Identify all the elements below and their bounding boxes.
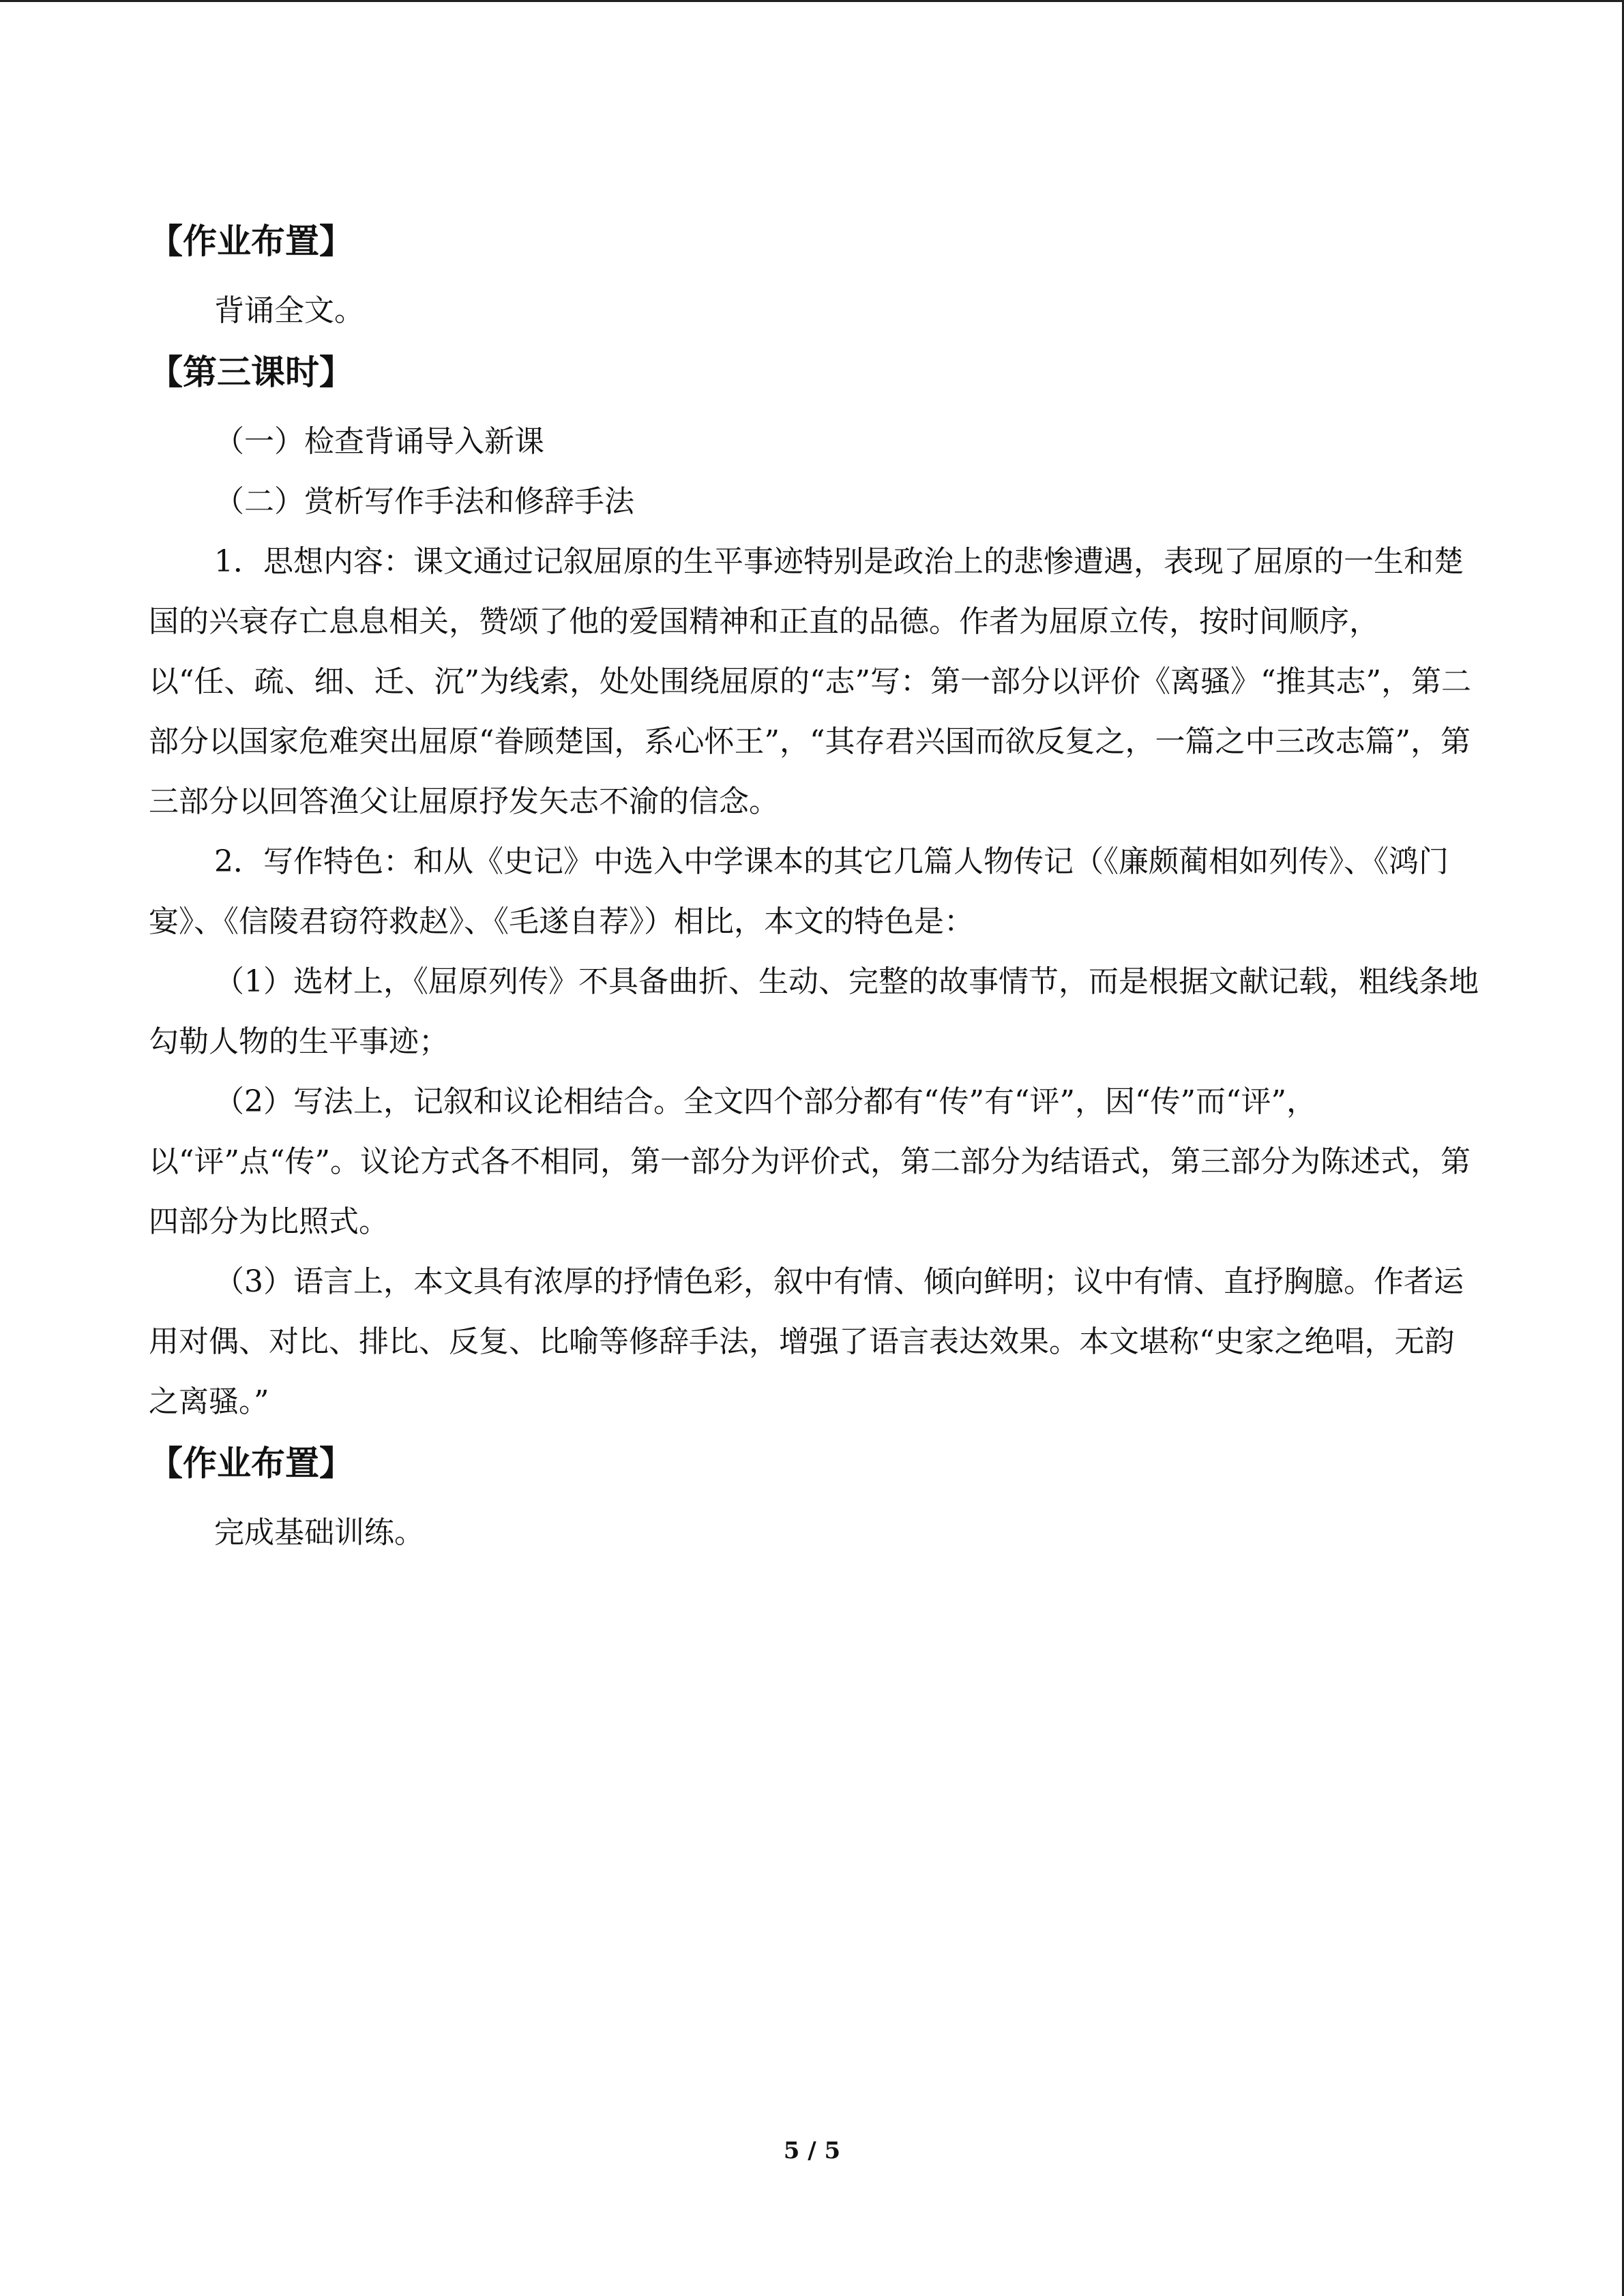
section-heading-homework-2: 【作业布置】 (149, 1444, 353, 1483)
point-writing-features: 2．写作特色：和从《史记》中选入中学课本的其它几篇人物传记（《廉颇蔺相如列传》、《鸿门宴》、《信陵君窃符救赵》、《毛遂自荐》）相比，本文的特色是： (149, 844, 1449, 939)
homework-text-2: 完成基础训练。 (214, 1515, 424, 1550)
section-heading-homework: 【作业布置】 (149, 222, 353, 261)
feature-language: （3）语言上，本文具有浓厚的抒情色彩，叙中有情、倾向鲜明；议中有情、直抒胸臆。作者运用对偶、对比、排比、反复、比喻等修辞手法，增强了语言表达效果。本文堪称“史家之绝唱，无韵之离骚。” (149, 1264, 1464, 1419)
lesson-step-one: （一）检查背诵导入新课 (214, 424, 544, 459)
feature-method: （2）写法上，记叙和议论相结合。全文四个部分都有“传”有“评”，因“传”而“评”，以“评”点“传”。议论方式各不相同，第一部分为评价式，第二部分为结语式，第三部分为陈述式，第四部分为比照式。 (149, 1084, 1471, 1239)
section-heading-lesson-three: 【第三课时】 (149, 353, 353, 392)
homework-text: 背诵全文。 (214, 293, 364, 328)
lesson-step-two: （二）赏析写作手法和修辞手法 (214, 484, 634, 519)
page-number: 5 / 5 (783, 2137, 841, 2164)
feature-material: （1）选材上，《屈原列传》不具备曲折、生动、完整的故事情节，而是根据文献记载，粗线条地勾勒人物的生平事迹； (149, 964, 1479, 1059)
point-content: 1．思想内容：课文通过记叙屈原的生平事迹特别是政治上的悲惨遭遇，表现了屈原的一生和楚国的兴衰存亡息息相关，赞颂了他的爱国精神和正直的品德。作者为屈原立传，按时间顺序，以“任、疏、细、迁、沉”为线索，处处围绕屈原的“志”写：第一部分以评价《离骚》“推其志”，第二部分以国家危难突出屈原“眷顾楚国，系心怀王”，“其存君兴国而欲反复之，一篇之中三改志篇”，第三部分以回答渔父让屈原抒发矢志不渝的信念。 (149, 544, 1471, 819)
document-body (149, 210, 1479, 1563)
